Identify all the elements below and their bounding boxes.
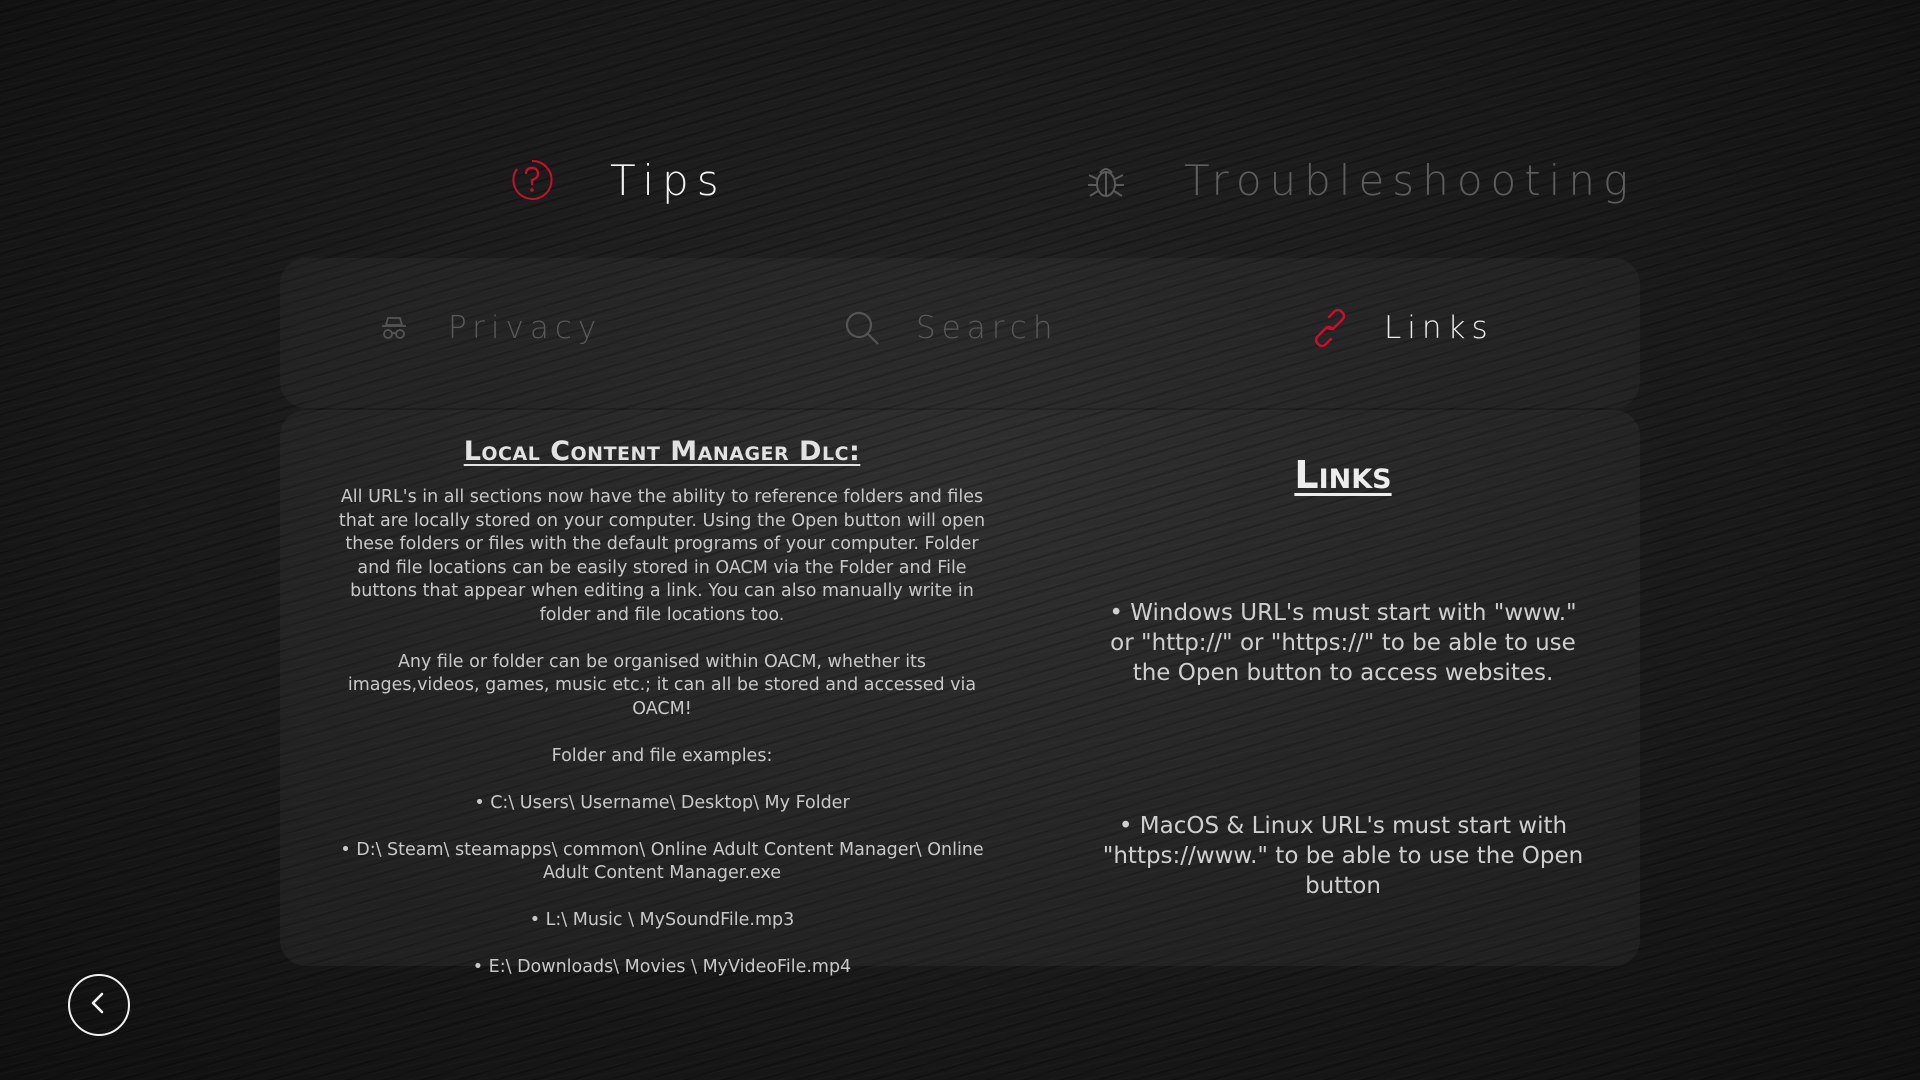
subtab-links[interactable] — [1310, 305, 1494, 351]
subtab-privacy[interactable] — [374, 305, 602, 351]
example-item: • D:\ Steam\ steamapps\ common\ Online Adult Content Manager\ Online Adult Content Manager.exe — [340, 839, 984, 883]
search-icon — [842, 308, 882, 348]
tab-troubleshooting-label: Troubleshooting — [1184, 155, 1637, 205]
example-item: • E:\ Downloads\ Movies \ MyVideoFile.mp4 — [472, 957, 852, 977]
local-content-section — [330, 434, 994, 980]
incognito-icon — [374, 308, 414, 348]
tab-troubleshooting[interactable] — [1082, 152, 1636, 208]
tab-tips[interactable] — [508, 152, 727, 208]
organise-paragraph: Any file or folder can be organised within OACM, whether its images,videos, games, music etc.; it can all be stored and accessed via OACM! — [347, 651, 977, 719]
back-button[interactable] — [68, 974, 130, 1036]
subtab-links-label: Links — [1384, 310, 1494, 346]
subtab-search[interactable] — [842, 305, 1059, 351]
intro-paragraph: All URL's in all sections now have the ability to reference folders and files that are locally stored on your computer. Using the Open button will open these folders or files with the default programs of your computer. Folder and file locations can be easily stored in OACM via the Folder and File buttons that appear when editing a link. You can also manually write in folder and file locations too. — [338, 487, 986, 625]
section-title: Local Content Manager Dlc: — [463, 436, 861, 467]
subtab-privacy-label: Privacy — [448, 310, 603, 346]
question-circle-icon — [508, 156, 556, 204]
subtab-search-label: Search — [916, 310, 1059, 346]
example-item: • C:\ Users\ Username\ Desktop\ My Folder — [474, 792, 850, 813]
chevron-left-icon — [86, 990, 112, 1020]
links-point-windows: • Windows URL's must start with "www." or "http://" or "https://" to be able to use the Open button to access websites. — [1109, 600, 1577, 686]
bug-icon — [1082, 156, 1130, 204]
example-item: • L:\ Music \ MySoundFile.mp3 — [529, 910, 795, 930]
tab-tips-label: Tips — [610, 155, 727, 205]
links-point-macos-linux: • MacOS & Linux URL's must start with "https://www." to be able to use the Open button — [1102, 813, 1584, 899]
links-title: Links — [1294, 453, 1392, 497]
link-icon — [1310, 308, 1350, 348]
examples-heading: Folder and file examples: — [551, 745, 773, 766]
links-section — [1100, 450, 1586, 899]
